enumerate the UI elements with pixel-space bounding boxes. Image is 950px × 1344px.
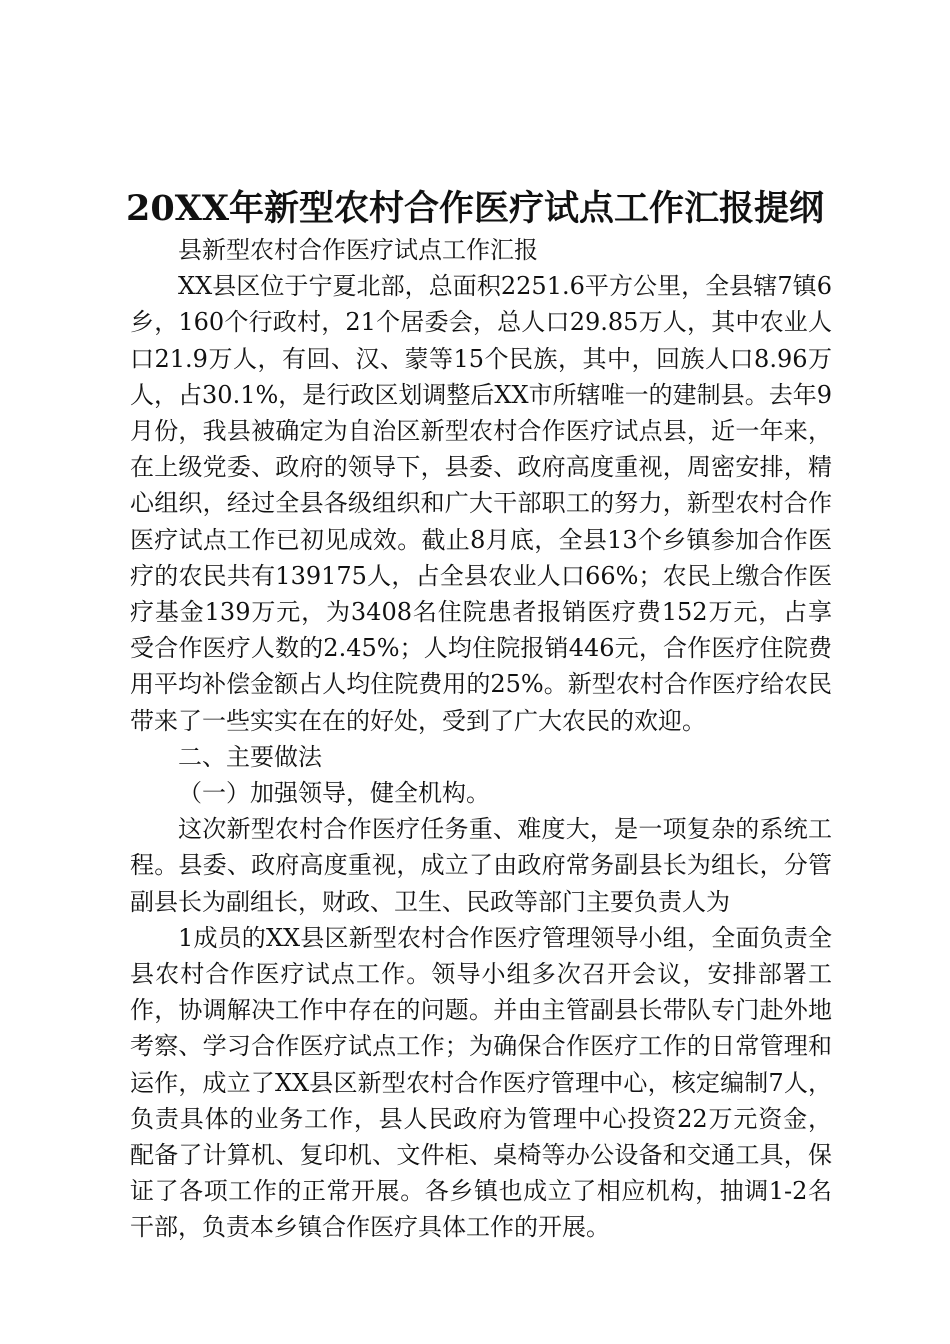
subsection-heading: （一）加强领导，健全机构。 bbox=[178, 779, 490, 808]
document-title: 20XX年新型农村合作医疗试点工作汇报提纲 bbox=[125, 188, 825, 229]
paragraph-overview: XX县区位于宁夏北部，总面积2251.6平方公里，全县辖7镇6乡，160个行政村，21个居委会，总人口29.85万人，其中农业人口21.9万人，有回、汉、蒙等15个民族，其中，回族人口8.96万人，占30.1%，是行政区划调整后XX市所辖唯一的建制县。去年9月份，我县被确定为自治区新型农村合作医疗试点县，近一年来，在上级党委、政府的领导下，县委、政府高度重视，周密安排，精心组织，经过全县各级组织和广大干部职工的努力，新型农村合作医疗试点工作已初见成效。截止8月底，全县13个乡镇参加合作医疗的农民共有139175人，占全县农业人口66%；农民上缴合作医疗基金139万元，为3408名住院患者报销医疗费152万元，占享受合作医疗人数的2.45%；人均住院报销446元，合作医疗住院费用平均补偿金额占人均住院费用的25%。新型农村合作医疗给农民带来了一些实实在在的好处，受到了广大农民的欢迎。 bbox=[130, 272, 832, 735]
paragraph-organization: 1成员的XX县区新型农村合作医疗管理领导小组，全面负责全县农村合作医疗试点工作。领导小组多次召开会议，安排部署工作，协调解决工作中存在的问题。并由主管副县长带队专门赴外地考察、学习合作医疗试点工作；为确保合作医疗工作的日常管理和运作，成立了XX县区新型农村合作医疗管理中心，核定编制7人，负责具体的业务工作，县人民政府为管理中心投资22万元资金，配备了计算机、复印机、文件柜、桌椅等办公设备和交通工具，保证了各项工作的正常开展。各乡镇也成立了相应机构，抽调1-2名干部，负责本乡镇合作医疗具体工作的开展。 bbox=[130, 923, 832, 1242]
document-body bbox=[130, 232, 832, 1246]
paragraph-leadership: 这次新型农村合作医疗任务重、难度大，是一项复杂的系统工程。县委、政府高度重视，成立了由政府常务副县长为组长，分管副县长为副组长，财政、卫生、民政等部门主要负责人为 bbox=[130, 815, 832, 916]
paragraph-subtitle: 县新型农村合作医疗试点工作汇报 bbox=[178, 236, 538, 264]
section-heading: 二、主要做法 bbox=[178, 742, 322, 771]
